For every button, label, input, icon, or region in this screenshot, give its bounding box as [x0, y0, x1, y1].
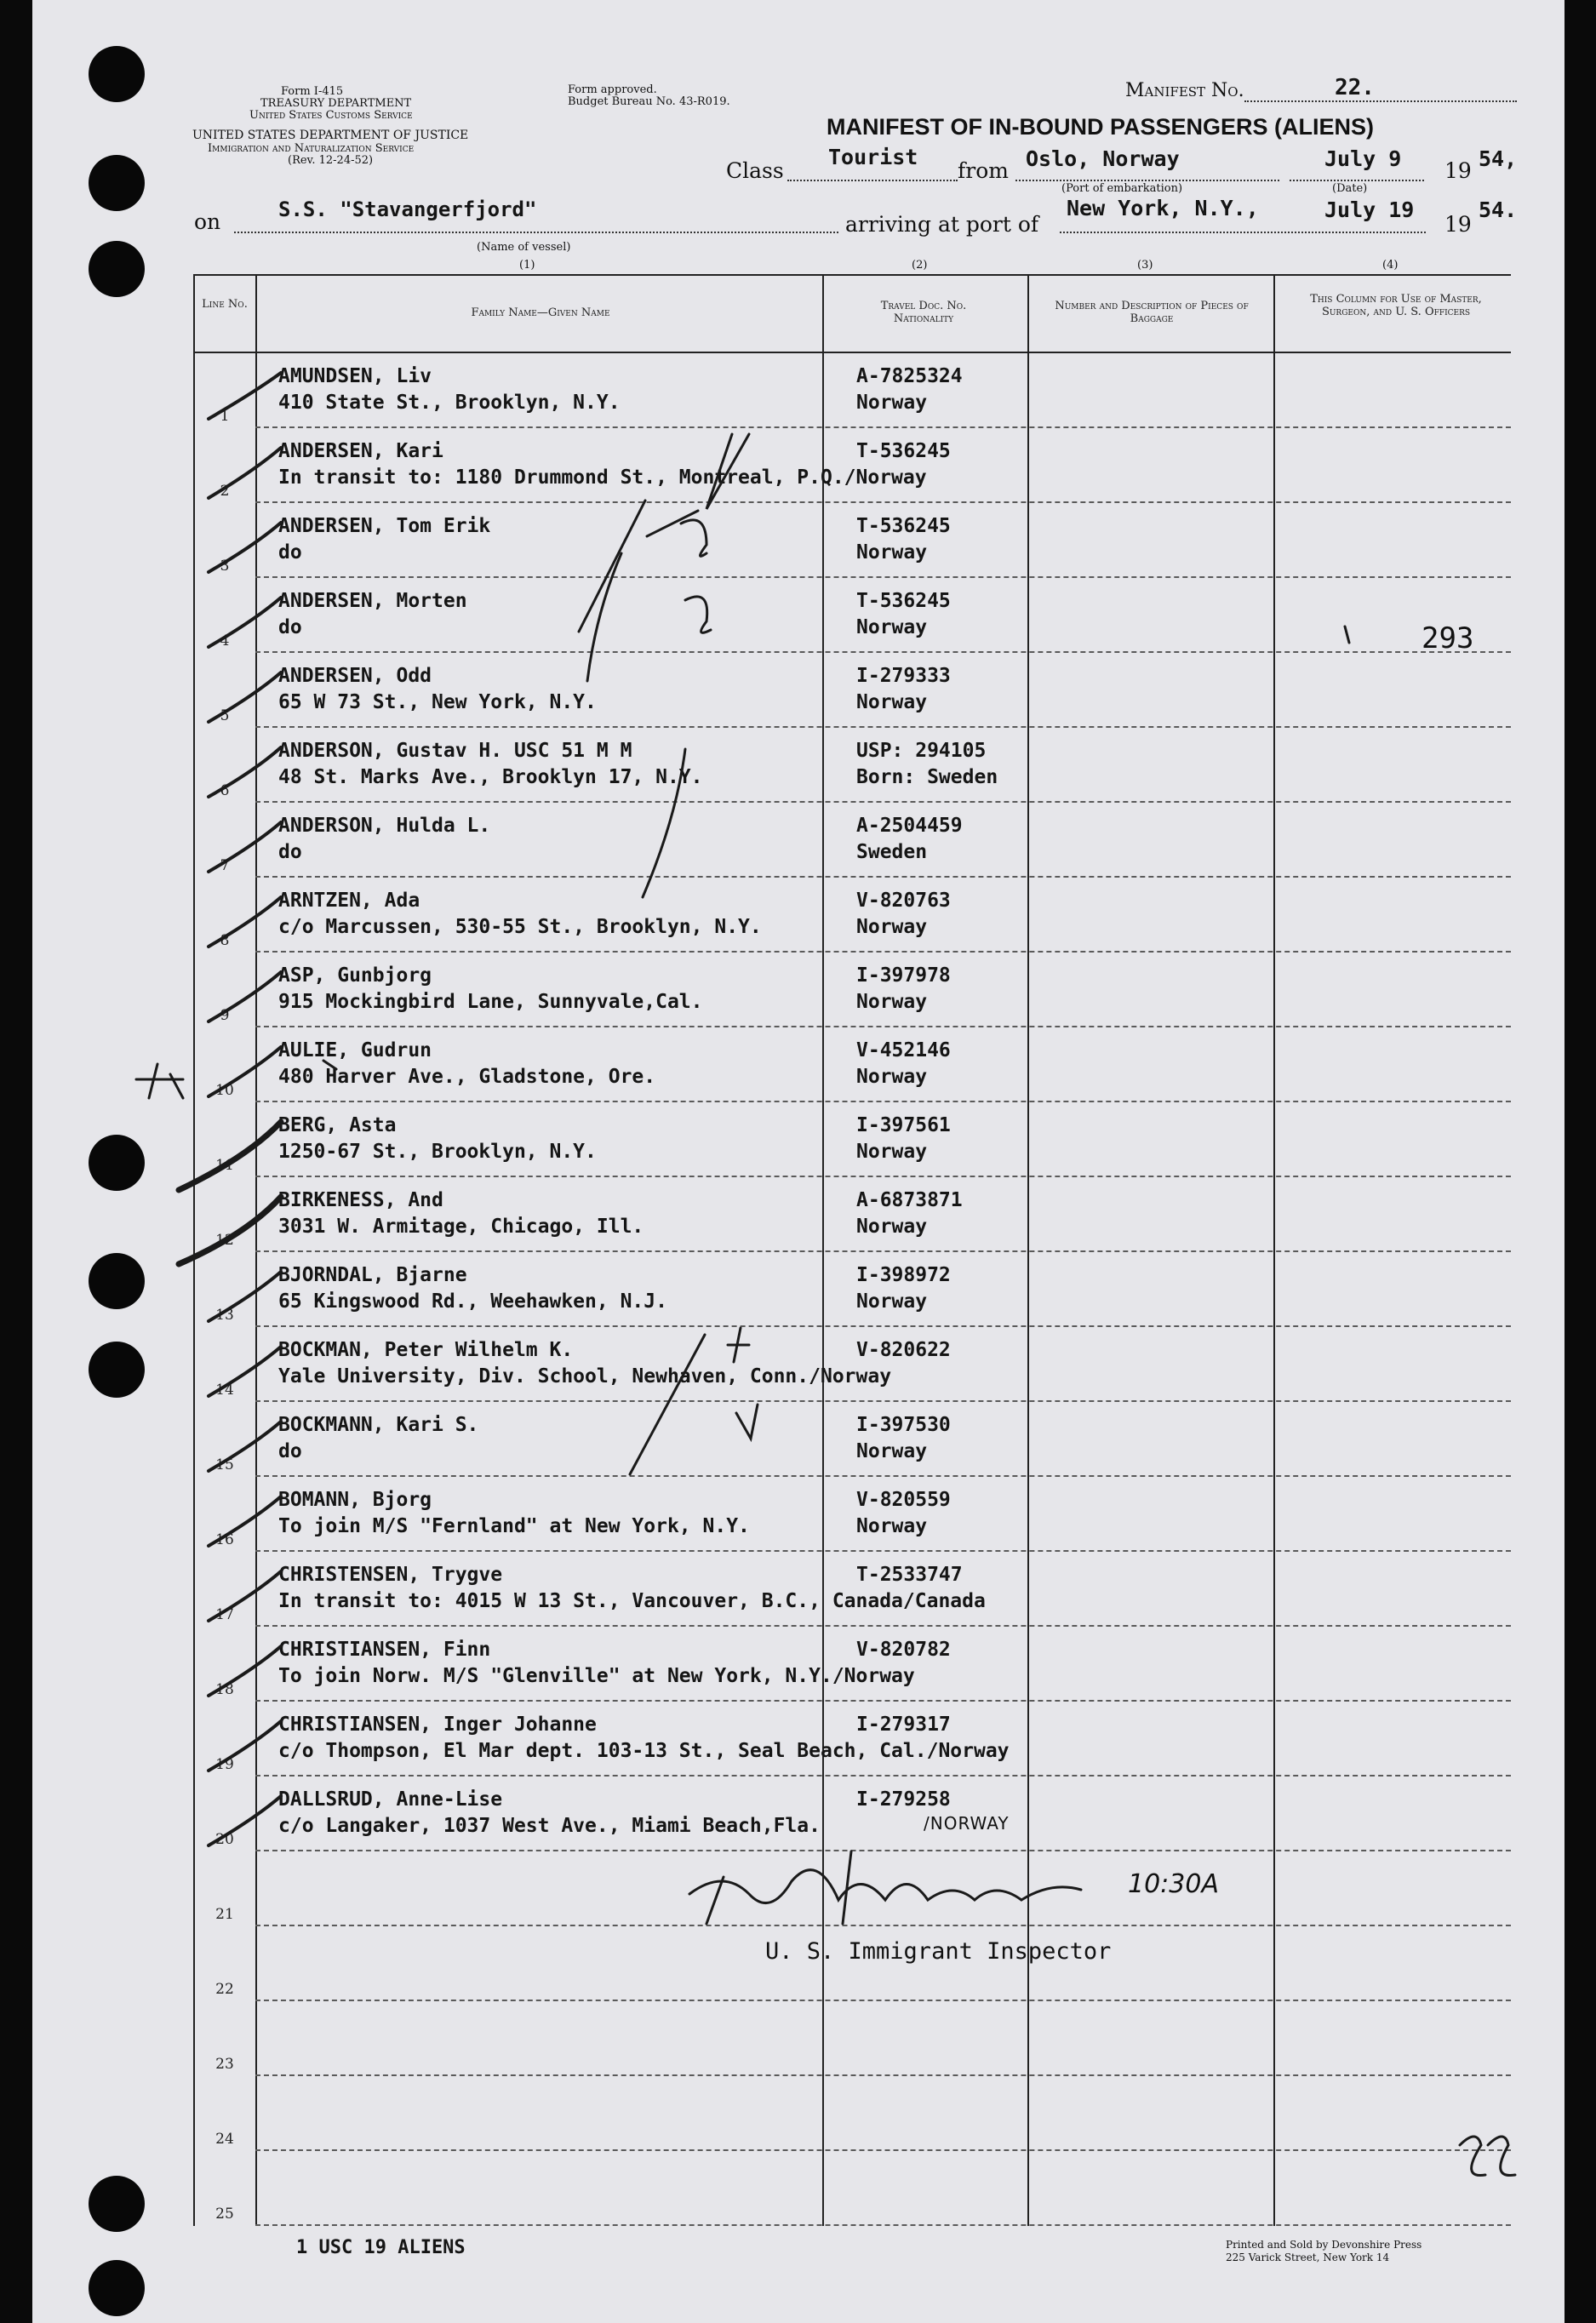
passenger-name: BOCKMANN, Kari S.	[278, 1414, 479, 1436]
passenger-name: DALLSRUD, Anne-Lise	[278, 1788, 503, 1811]
header-baggage: Number and Description of Pieces of Baggage	[1055, 300, 1249, 325]
passenger-address: do	[278, 841, 302, 863]
port-of-arrival: New York, N.Y.,	[1067, 196, 1259, 220]
passenger-name: ANDERSEN, Odd	[278, 665, 432, 687]
travel-doc-number: I-279258	[856, 1788, 951, 1811]
class-value: Tourist	[828, 145, 918, 169]
line-number: 5	[220, 707, 230, 724]
nationality: Norway	[856, 991, 928, 1013]
line-number: 25	[215, 2206, 234, 2223]
officer-number: 293	[1422, 621, 1474, 655]
travel-doc-number: V-820763	[856, 890, 951, 912]
line-number: 2	[220, 483, 230, 500]
passenger-address: 1250-67 St., Brooklyn, N.Y.	[278, 1141, 597, 1163]
passenger-name: BIRKENESS, And	[278, 1189, 443, 1211]
line-number: 9	[220, 1007, 230, 1024]
nationality: Norway	[856, 616, 928, 638]
passenger-name: ANDERSON, Gustav H. USC 51 M M	[278, 740, 632, 762]
travel-doc-number: I-398972	[856, 1264, 951, 1286]
passenger-name: ANDERSEN, Morten	[278, 590, 467, 612]
customs-service: United States Customs Service	[249, 109, 413, 122]
line-number: 7	[220, 857, 230, 874]
alien-total: 1 USC 19 ALIENS	[296, 2237, 466, 2258]
travel-doc-number: V-820559	[856, 1489, 951, 1511]
inspector-title: U. S. Immigrant Inspector	[765, 1938, 1112, 1965]
line-number: 4	[220, 632, 230, 649]
line-number: 12	[215, 1232, 234, 1249]
travel-doc-number: I-397978	[856, 964, 951, 987]
ins-service: Immigration and Naturalization Service	[208, 142, 415, 155]
printer-line-2: 225 Varick Street, New York 14	[1226, 2251, 1390, 2263]
line-number: 1	[220, 408, 230, 425]
line-number: 10	[215, 1082, 234, 1099]
passenger-address: 48 St. Marks Ave., Brooklyn 17, N.Y.	[278, 766, 703, 788]
passenger-address: do	[278, 616, 302, 638]
manifest-title: MANIFEST OF IN-BOUND PASSENGERS (ALIENS)	[827, 114, 1375, 140]
passenger-address: do	[278, 541, 302, 564]
passenger-name: ARNTZEN, Ada	[278, 890, 420, 912]
vessel-name: S.S. "Stavangerfjord"	[278, 197, 537, 221]
passenger-address: 480 Harver Ave., Gladstone, Ore.	[278, 1066, 656, 1088]
passenger-address: In transit to: 4015 W 13 St., Vancouver, B.C., Canada/Canada	[278, 1590, 986, 1612]
travel-doc-number: V-820782	[856, 1639, 951, 1661]
passenger-name: BOCKMAN, Peter Wilhelm K.	[278, 1339, 574, 1361]
header-travel-doc: Travel Doc. No. Nationality	[880, 300, 967, 325]
departure-date: July 9	[1324, 146, 1402, 171]
column-number-1: (1)	[519, 259, 535, 272]
manifest-number-label: Manifest No.	[1125, 80, 1244, 101]
passenger-name: ANDERSEN, Tom Erik	[278, 515, 491, 537]
passenger-name: BOMANN, Bjorg	[278, 1489, 432, 1511]
justice-dept: UNITED STATES DEPARTMENT OF JUSTICE	[192, 129, 469, 142]
header-officers: This Column for Use of Master, Surgeon, and U. S. Officers	[1310, 293, 1482, 318]
travel-doc-number: V-452146	[856, 1039, 951, 1061]
passenger-address: do	[278, 1440, 302, 1462]
printer-line-1: Printed and Sold by Devonshire Press	[1226, 2239, 1422, 2251]
nationality: Norway	[856, 1440, 928, 1462]
travel-doc-number: V-820622	[856, 1339, 951, 1361]
passenger-name: CHRISTIANSEN, Finn	[278, 1639, 491, 1661]
from-label: from	[958, 158, 1009, 183]
passenger-name: ANDERSON, Hulda L.	[278, 815, 491, 837]
line-number: 11	[215, 1157, 234, 1174]
nationality: Norway	[856, 541, 928, 564]
year-prefix-2: 19	[1444, 212, 1472, 237]
passenger-address: c/o Langaker, 1037 West Ave., Miami Beach,Fla.	[278, 1815, 821, 1837]
nationality: Norway	[856, 1066, 928, 1088]
travel-doc-number: USP: 294105	[856, 740, 987, 762]
header-name: Family Name—Given Name	[471, 306, 610, 319]
manifest-number: 22.	[1335, 75, 1375, 100]
budget-bureau: Budget Bureau No. 43-R019.	[568, 95, 730, 108]
line-number: 19	[215, 1756, 234, 1773]
date-caption: (Date)	[1332, 182, 1368, 195]
line-number: 22	[215, 1981, 234, 1998]
form-approved: Form approved.	[568, 83, 657, 96]
port-of-embarkation: Oslo, Norway	[1026, 146, 1180, 171]
line-number: 3	[220, 558, 230, 575]
line-number: 15	[215, 1456, 234, 1473]
travel-doc-number: I-397530	[856, 1414, 951, 1436]
class-label: Class	[726, 158, 784, 183]
nationality: Norway	[856, 1290, 928, 1313]
arrival-date: July 19	[1324, 197, 1415, 222]
on-label: on	[194, 209, 221, 234]
passenger-name: CHRISTIANSEN, Inger Johanne	[278, 1714, 597, 1736]
travel-doc-number: I-279317	[856, 1714, 951, 1736]
passenger-address: 65 W 73 St., New York, N.Y.	[278, 691, 597, 713]
travel-doc-number: I-279333	[856, 665, 951, 687]
travel-doc-number: A-6873871	[856, 1189, 963, 1211]
passenger-address: c/o Thompson, El Mar dept. 103-13 St., Seal Beach, Cal./Norway	[278, 1740, 1010, 1762]
passenger-name: ANDERSEN, Kari	[278, 440, 443, 462]
passenger-name: CHRISTENSEN, Trygve	[278, 1564, 503, 1586]
revision-date: (Rev. 12-24-52)	[288, 154, 374, 167]
travel-doc-number: T-536245	[856, 440, 951, 462]
passenger-address: To join M/S "Fernland" at New York, N.Y.	[278, 1515, 750, 1537]
nationality: Norway	[856, 916, 928, 938]
column-number-2: (2)	[912, 259, 928, 272]
passenger-name: BJORNDAL, Bjarne	[278, 1264, 467, 1286]
passenger-address: 410 State St., Brooklyn, N.Y.	[278, 392, 621, 414]
passenger-name: ASP, Gunbjorg	[278, 964, 432, 987]
nationality: Norway	[856, 392, 928, 414]
line-number: 17	[215, 1606, 234, 1623]
vessel-caption: (Name of vessel)	[477, 241, 571, 254]
form-number: Form I-415	[281, 85, 344, 98]
travel-doc-number: T-2533747	[856, 1564, 963, 1586]
year-prefix: 19	[1444, 158, 1472, 183]
norway-handwritten: /NORWAY	[924, 1813, 1010, 1834]
nationality: Born: Sweden	[856, 766, 998, 788]
column-number-4: (4)	[1382, 259, 1399, 272]
passenger-address: 65 Kingswood Rd., Weehawken, N.J.	[278, 1290, 667, 1313]
line-number: 21	[215, 1906, 234, 1923]
nationality: Norway	[856, 1141, 928, 1163]
line-number: 23	[215, 2056, 234, 2073]
passenger-address: To join Norw. M/S "Glenville" at New York, N.Y./Norway	[278, 1665, 915, 1687]
travel-doc-number: T-536245	[856, 515, 951, 537]
nationality: Norway	[856, 1515, 928, 1537]
line-number: 24	[215, 2131, 234, 2148]
passenger-address: 915 Mockingbird Lane, Sunnyvale,Cal.	[278, 991, 703, 1013]
passenger-name: AULIE, Gudrun	[278, 1039, 432, 1061]
travel-doc-number: T-536245	[856, 590, 951, 612]
port-embark-caption: (Port of embarkation)	[1061, 182, 1183, 195]
line-number: 20	[215, 1831, 234, 1848]
arrival-year: 54.	[1479, 197, 1518, 222]
passenger-address: 3031 W. Armitage, Chicago, Ill.	[278, 1216, 644, 1238]
departure-year: 54,	[1479, 146, 1518, 171]
nationality: Sweden	[856, 841, 928, 863]
travel-doc-number: I-397561	[856, 1114, 951, 1136]
signature-time-note: 10:30A	[1128, 1869, 1219, 1899]
passenger-address: c/o Marcussen, 530-55 St., Brooklyn, N.Y.	[278, 916, 762, 938]
nationality: Norway	[856, 1216, 928, 1238]
line-number: 13	[215, 1307, 234, 1324]
passenger-address: In transit to: 1180 Drummond St., Montreal, P.Q./Norway	[278, 466, 927, 489]
header-line-no: Line No.	[202, 298, 248, 311]
arriving-label: arriving at port of	[845, 212, 1039, 237]
nationality: Norway	[856, 691, 928, 713]
passenger-address: Yale University, Div. School, Newhaven, Conn./Norway	[278, 1365, 892, 1388]
line-number: 6	[220, 782, 230, 799]
line-number: 16	[215, 1531, 234, 1548]
travel-doc-number: A-7825324	[856, 365, 963, 387]
line-number: 14	[215, 1382, 234, 1399]
passenger-name: AMUNDSEN, Liv	[278, 365, 432, 387]
travel-doc-number: A-2504459	[856, 815, 963, 837]
line-number: 8	[220, 932, 230, 949]
column-number-3: (3)	[1137, 259, 1153, 272]
line-number: 18	[215, 1681, 234, 1698]
treasury-dept: TREASURY DEPARTMENT	[260, 97, 412, 110]
passenger-name: BERG, Asta	[278, 1114, 397, 1136]
